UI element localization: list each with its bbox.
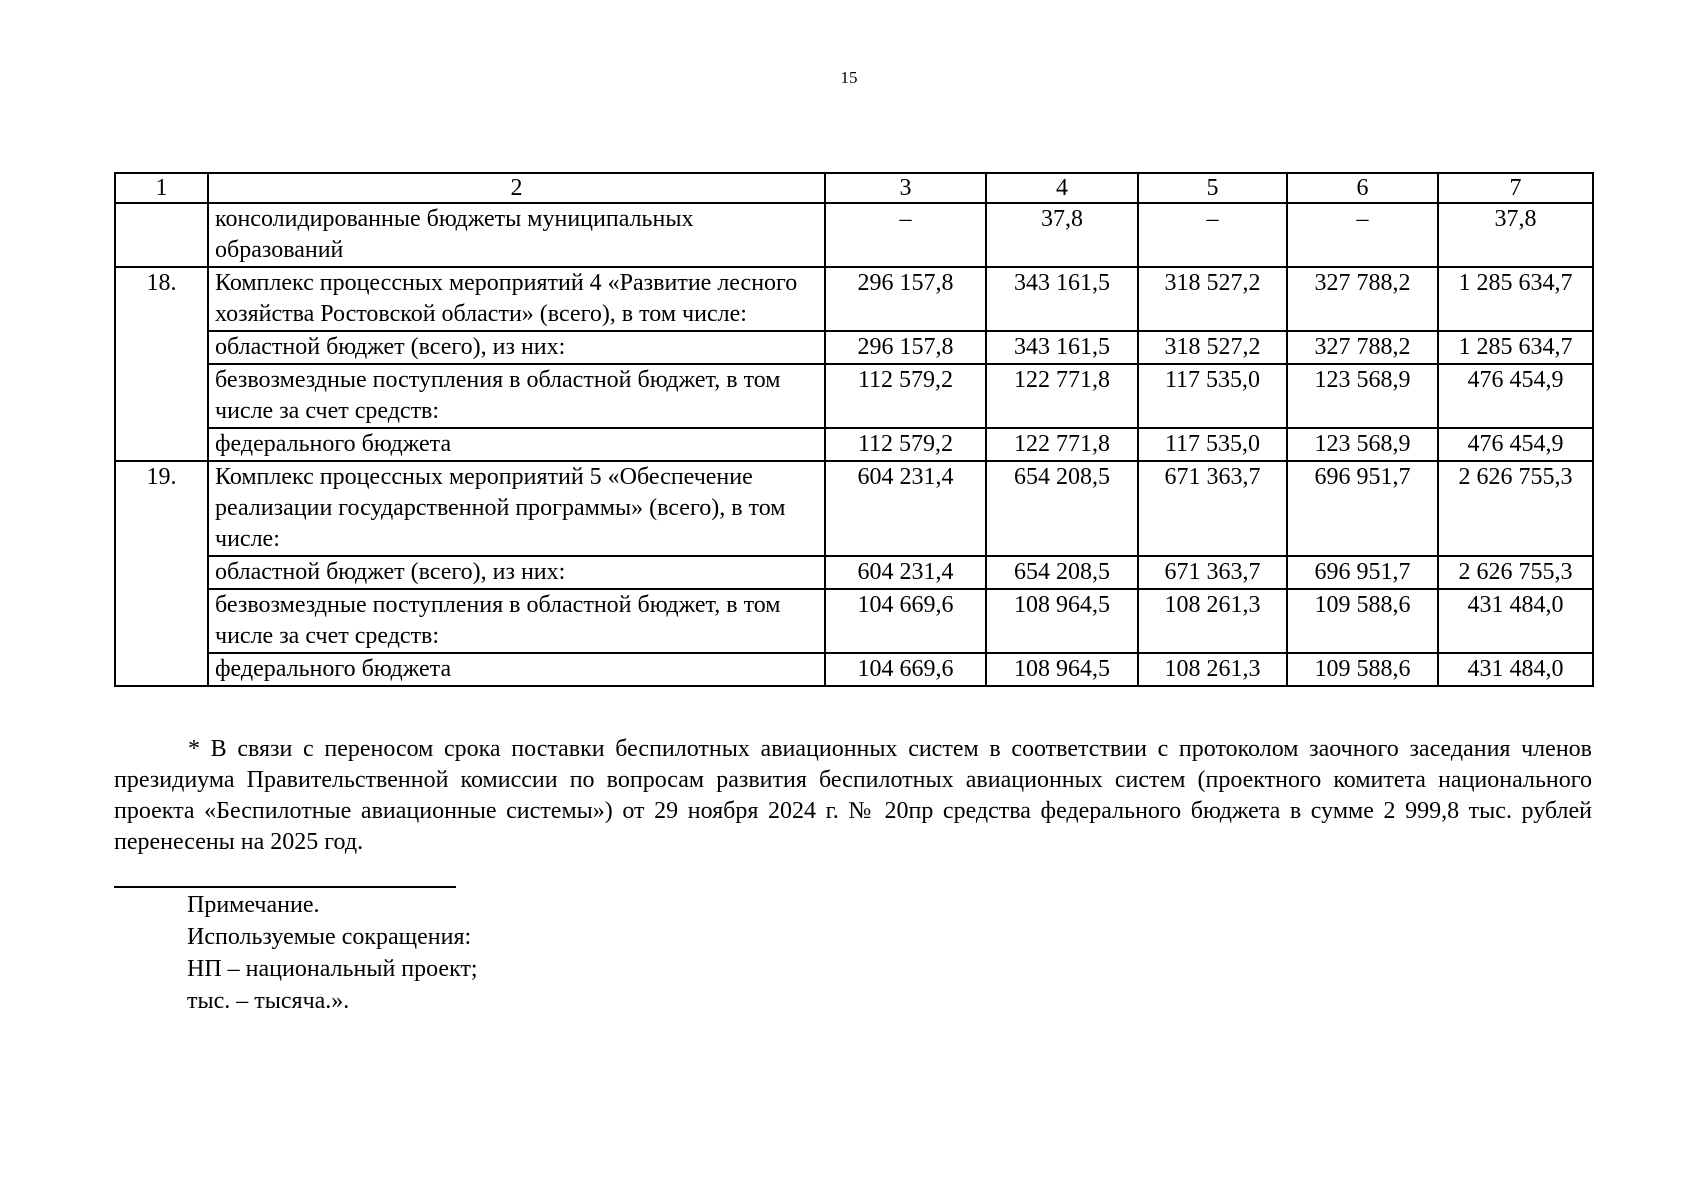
table-row (115, 428, 1593, 461)
value-cell: 37,8 (1438, 203, 1593, 267)
header-cell-6: 6 (1287, 173, 1438, 203)
header-cell-5: 5 (1138, 173, 1287, 203)
value-cell: 108 964,5 (986, 589, 1138, 653)
footnote-paragraph: * В связи с переносом срока поставки беспилотных авиационных систем в соответствии с протоколом заочного заседания членов президиума Правительственной комиссии по вопросам развития беспилотных авиационных систем (проектного комитета национального проекта «Беспилотные авиационные системы») от 29 ноября 2024 г. № 20пр средства федерального бюджета в сумме 2 999,8 тыс. рублей перенесены на 2025 год. (114, 736, 1592, 855)
value-cell: 37,8 (986, 203, 1138, 267)
value-cell: 123 568,9 (1287, 428, 1438, 461)
value-cell: 296 157,8 (825, 331, 986, 364)
value-cell: 327 788,2 (1287, 331, 1438, 364)
value-cell: 296 157,8 (825, 267, 986, 331)
budget-table (114, 172, 1594, 687)
value-cell: 109 588,6 (1287, 589, 1438, 653)
abbreviation-item: тыс. – тысяча.». (187, 988, 350, 1014)
table-row (115, 364, 1593, 428)
value-cell: 108 261,3 (1138, 653, 1287, 686)
note-divider (114, 886, 456, 888)
value-cell: 122 771,8 (986, 364, 1138, 428)
value-cell: 104 669,6 (825, 653, 986, 686)
table-row (115, 589, 1593, 653)
table-row (115, 267, 1593, 331)
row-label: федерального бюджета (208, 428, 825, 461)
value-cell: 1 285 634,7 (1438, 267, 1593, 331)
value-cell: 604 231,4 (825, 556, 986, 589)
value-cell: – (825, 203, 986, 267)
value-cell: 123 568,9 (1287, 364, 1438, 428)
row-label: федерального бюджета (208, 653, 825, 686)
value-cell: 431 484,0 (1438, 653, 1593, 686)
value-cell: – (1287, 203, 1438, 267)
value-cell: 671 363,7 (1138, 556, 1287, 589)
note-title: Примечание. (187, 892, 320, 918)
value-cell: 343 161,5 (986, 267, 1138, 331)
table-row (115, 331, 1593, 364)
value-cell: 343 161,5 (986, 331, 1138, 364)
value-cell: 671 363,7 (1138, 461, 1287, 556)
value-cell: 112 579,2 (825, 364, 986, 428)
table-row (115, 556, 1593, 589)
row-label: консолидированные бюджеты муниципальных образований (208, 203, 825, 267)
table-header-row (115, 173, 1593, 203)
header-cell-7: 7 (1438, 173, 1593, 203)
value-cell: 431 484,0 (1438, 589, 1593, 653)
value-cell: 108 261,3 (1138, 589, 1287, 653)
value-cell: 476 454,9 (1438, 364, 1593, 428)
header-cell-4: 4 (986, 173, 1138, 203)
value-cell: 117 535,0 (1138, 364, 1287, 428)
value-cell: 654 208,5 (986, 556, 1138, 589)
value-cell: 2 626 755,3 (1438, 461, 1593, 556)
value-cell: 2 626 755,3 (1438, 556, 1593, 589)
value-cell: 696 951,7 (1287, 556, 1438, 589)
row-number-cell (115, 203, 208, 267)
value-cell: 604 231,4 (825, 461, 986, 556)
value-cell: 122 771,8 (986, 428, 1138, 461)
header-cell-2: 2 (208, 173, 825, 203)
value-cell: 318 527,2 (1138, 331, 1287, 364)
value-cell: 654 208,5 (986, 461, 1138, 556)
abbreviation-item: НП – национальный проект; (187, 956, 478, 982)
table-row (115, 461, 1593, 556)
row-label: Комплекс процессных мероприятий 4 «Развитие лесного хозяйства Ростовской области» (всего), в том числе: (208, 267, 825, 331)
row-label: Комплекс процессных мероприятий 5 «Обеспечение реализации государственной программы» (всего), в том числе: (208, 461, 825, 556)
row-label: областной бюджет (всего), из них: (208, 331, 825, 364)
table-row (115, 653, 1593, 686)
value-cell: 696 951,7 (1287, 461, 1438, 556)
row-number-cell: 18. (115, 267, 208, 461)
value-cell: 318 527,2 (1138, 267, 1287, 331)
row-number-cell: 19. (115, 461, 208, 686)
value-cell: 327 788,2 (1287, 267, 1438, 331)
header-cell-3: 3 (825, 173, 986, 203)
row-label: безвозмездные поступления в областной бюджет, в том числе за счет средств: (208, 589, 825, 653)
header-cell-1: 1 (115, 173, 208, 203)
value-cell: 104 669,6 (825, 589, 986, 653)
row-label: областной бюджет (всего), из них: (208, 556, 825, 589)
table-row (115, 203, 1593, 267)
page-number: 15 (840, 68, 858, 87)
row-label: безвозмездные поступления в областной бюджет, в том числе за счет средств: (208, 364, 825, 428)
abbreviations-heading: Используемые сокращения: (187, 924, 472, 950)
value-cell: 476 454,9 (1438, 428, 1593, 461)
value-cell: 108 964,5 (986, 653, 1138, 686)
value-cell: 112 579,2 (825, 428, 986, 461)
value-cell: 1 285 634,7 (1438, 331, 1593, 364)
note-block (187, 889, 478, 1017)
value-cell: 109 588,6 (1287, 653, 1438, 686)
value-cell: – (1138, 203, 1287, 267)
value-cell: 117 535,0 (1138, 428, 1287, 461)
